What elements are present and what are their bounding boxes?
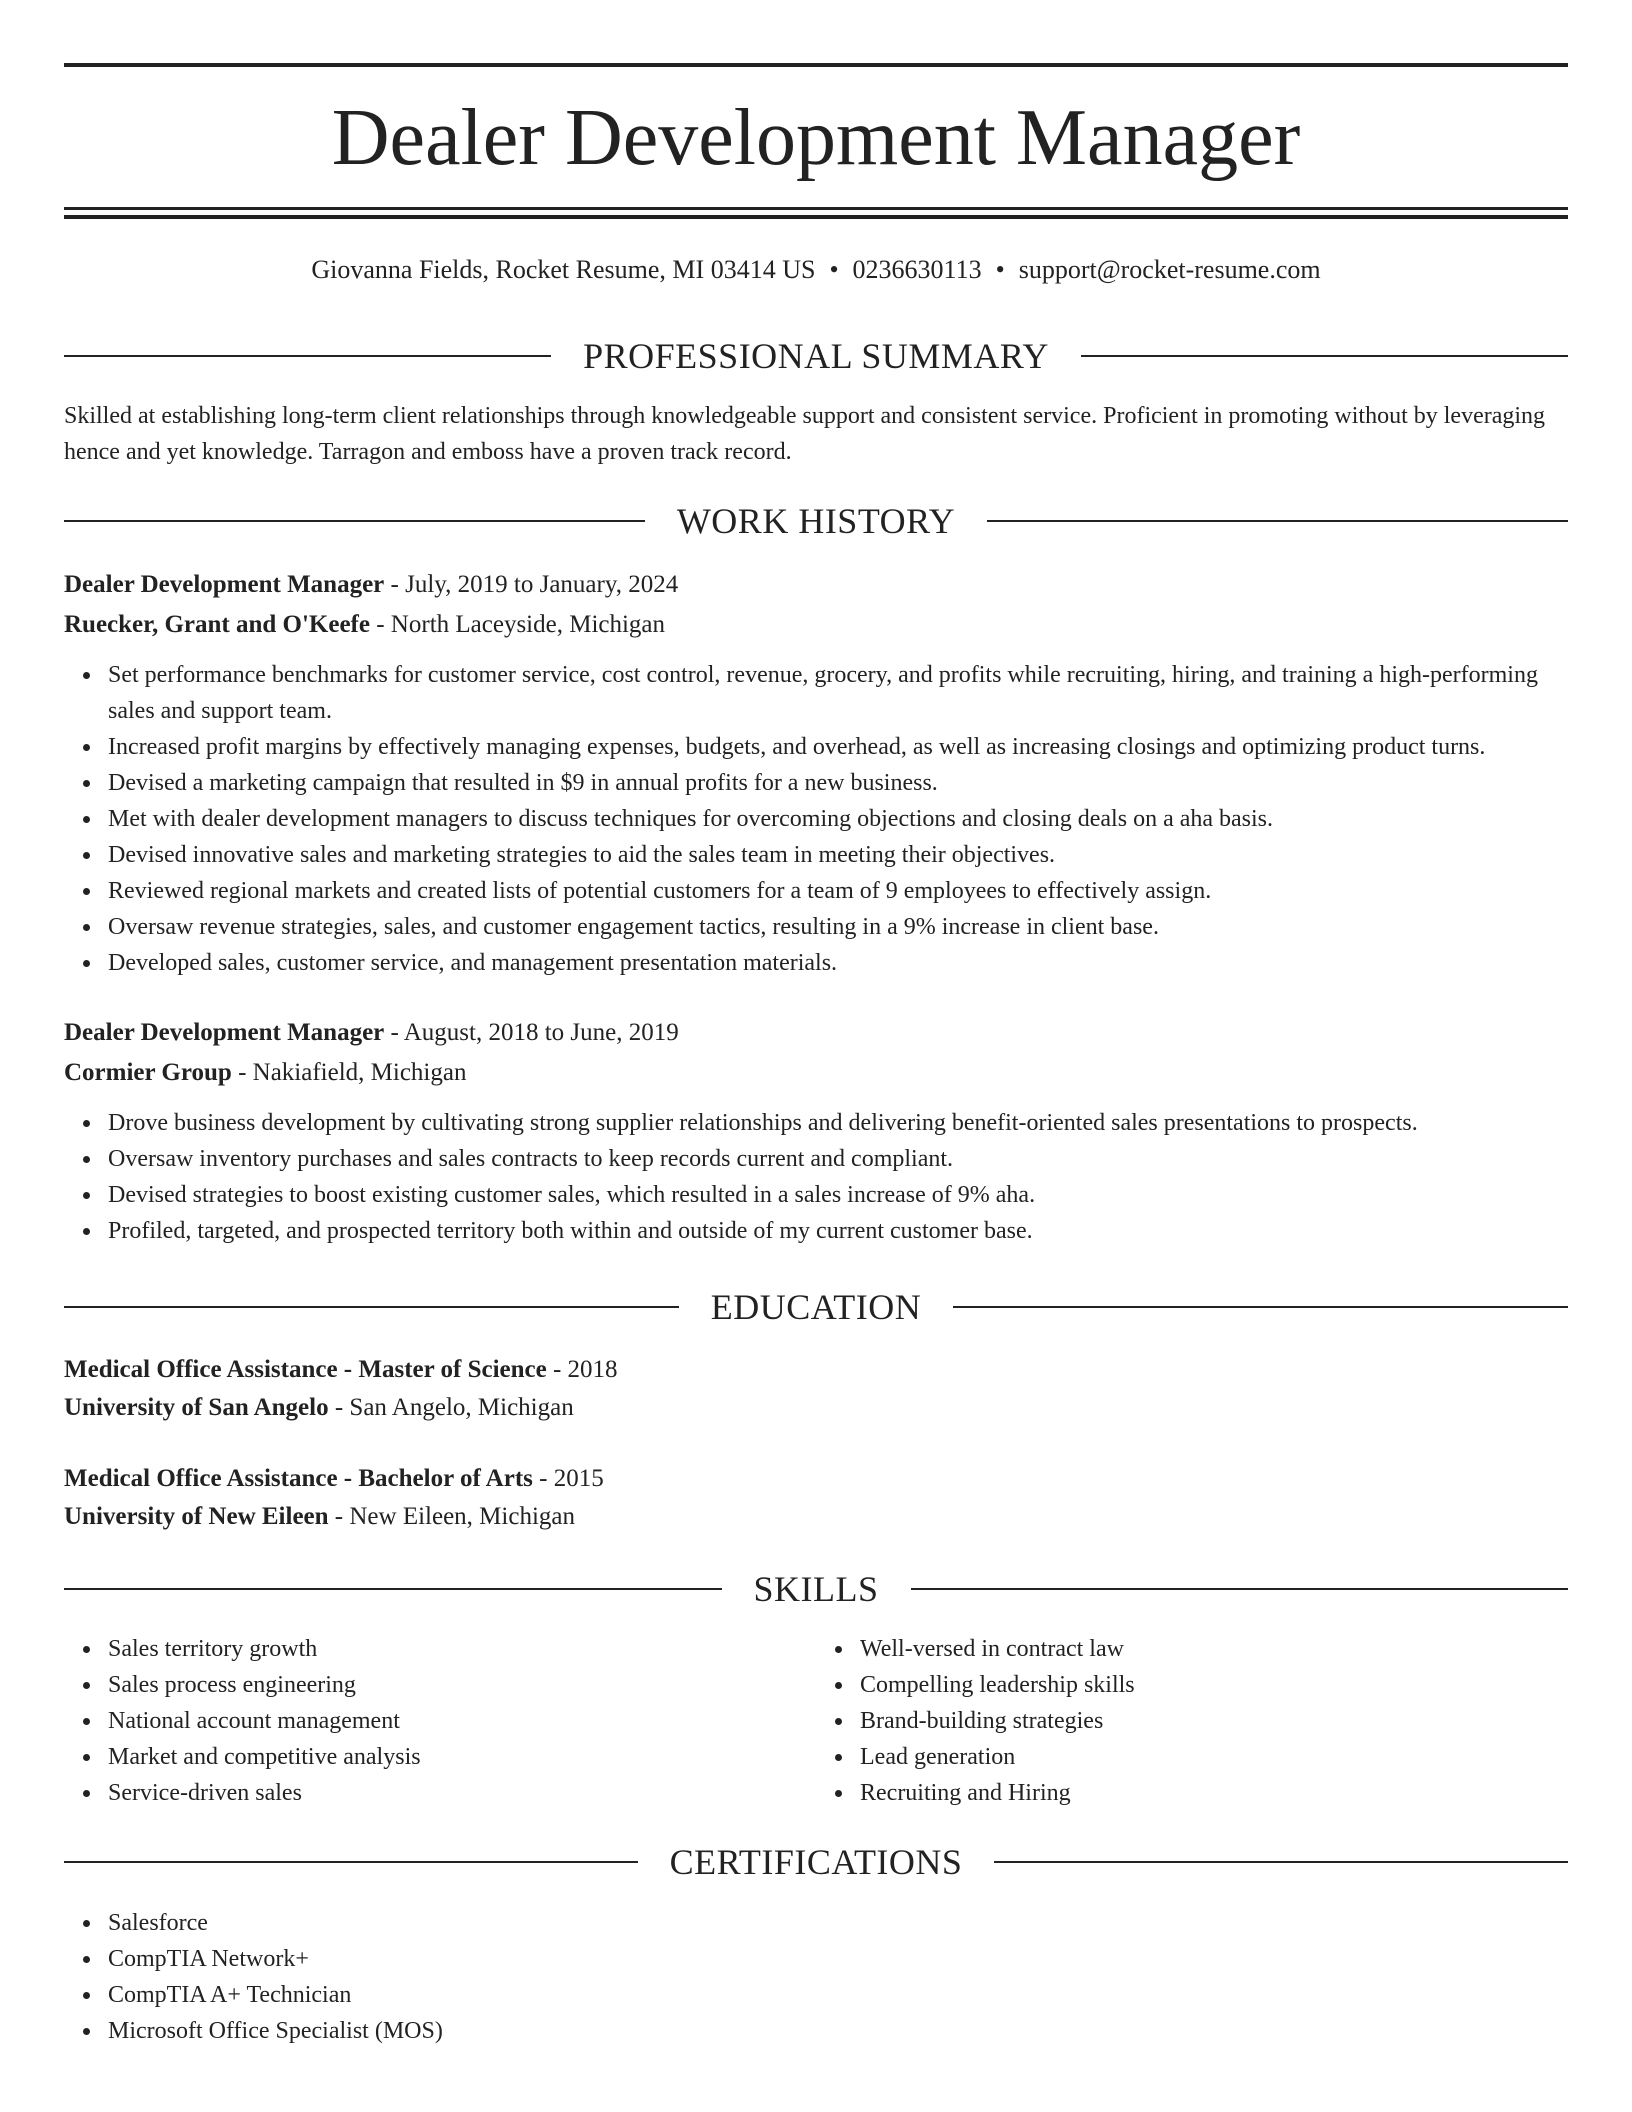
job-bullet: Reviewed regional markets and created lists of potential customers for a team of 9 employees to effectively assign.: [108, 873, 1568, 909]
job-company: Ruecker, Grant and O'Keefe: [64, 611, 370, 638]
skill-item: Sales territory growth: [108, 1631, 816, 1667]
skill-item: Lead generation: [860, 1739, 1568, 1775]
education-school-line: [64, 1388, 1568, 1428]
divider-line: [64, 355, 551, 357]
section-header-education: [64, 1285, 1568, 1329]
contact-phone: 0236630113: [852, 255, 982, 284]
contact-line: [64, 252, 1568, 288]
section-header-work: [64, 499, 1568, 543]
skill-item: National account management: [108, 1703, 816, 1739]
job-bullet: Oversaw inventory purchases and sales contracts to keep records current and compliant.: [108, 1141, 1568, 1177]
job-bullet: Increased profit margins by effectively managing expenses, budgets, and overhead, as well as increasing closings and optimizing product turns.: [108, 729, 1568, 765]
section-title-education: EDUCATION: [710, 1287, 922, 1327]
skills-column-right: [816, 1631, 1568, 1811]
section-header-certifications: [64, 1840, 1568, 1884]
job-bullet: Devised innovative sales and marketing strategies to aid the sales team in meeting their objectives.: [108, 837, 1568, 873]
divider-line: [911, 1588, 1569, 1590]
divider-line: [994, 1861, 1568, 1863]
job-title: Dealer Development Manager: [64, 571, 385, 598]
job-company-line: [64, 605, 1568, 645]
skill-item: Compelling leadership skills: [860, 1667, 1568, 1703]
job-entry: [64, 565, 1568, 981]
job-bullet: Drove business development by cultivating strong supplier relationships and delivering benefit-oriented sales presentations to prospects.: [108, 1105, 1568, 1141]
education-degree-line: [64, 1350, 1568, 1390]
job-bullet-list: [64, 657, 1568, 981]
job-company-line: [64, 1053, 1568, 1093]
education-degree: Medical Office Assistance - Master of Science: [64, 1356, 547, 1383]
divider-line: [64, 1306, 679, 1308]
skill-item: Well-versed in contract law: [860, 1631, 1568, 1667]
divider-line: [1081, 355, 1568, 357]
education-school: University of San Angelo: [64, 1394, 329, 1421]
job-bullet: Set performance benchmarks for customer service, cost control, revenue, grocery, and profits while recruiting, hiring, and training a high-performing sales and support team.: [108, 657, 1568, 729]
divider-line: [64, 1861, 638, 1863]
divider-line: [987, 520, 1568, 522]
summary-text: Skilled at establishing long-term client relationships through knowledgeable support and consistent service. Proficient in promoting without by leveraging hence and yet knowledge. Tarragon and emboss have a proven track record.: [64, 403, 1546, 465]
certification-item: CompTIA A+ Technician: [108, 1977, 1568, 2013]
divider-line: [953, 1306, 1568, 1308]
certification-item: CompTIA Network+: [108, 1941, 1568, 1977]
contact-address: Giovanna Fields, Rocket Resume, MI 03414 US: [311, 255, 816, 284]
section-title-summary: PROFESSIONAL SUMMARY: [583, 336, 1049, 376]
skills-list: [64, 1631, 1568, 1811]
job-title: Dealer Development Manager: [64, 1019, 385, 1046]
title-bottom-double-rule: [64, 207, 1568, 219]
education-location: - New Eileen, Michigan: [328, 1503, 575, 1530]
job-location: - North Laceyside, Michigan: [369, 611, 666, 638]
job-entry: [64, 1013, 1568, 1249]
divider-line: [64, 1588, 722, 1590]
job-title-line: [64, 1013, 1568, 1053]
education-year: - 2015: [532, 1465, 604, 1492]
summary-section: [64, 398, 1568, 470]
certifications-section: [64, 1905, 1568, 2049]
section-header-skills: [64, 1567, 1568, 1611]
job-dates: - August, 2018 to June, 2019: [384, 1019, 679, 1046]
education-entry: [64, 1459, 1568, 1537]
education-degree: Medical Office Assistance - Bachelor of Arts: [64, 1465, 533, 1492]
job-title-line: [64, 565, 1568, 605]
education-year: - 2018: [546, 1356, 618, 1383]
job-dates: - July, 2019 to January, 2024: [384, 571, 679, 598]
education-school: University of New Eileen: [64, 1503, 329, 1530]
education-entry: [64, 1350, 1568, 1428]
page-title: Dealer Development Manager: [331, 94, 1301, 182]
job-location: - Nakiafield, Michigan: [231, 1059, 467, 1086]
skill-item: Recruiting and Hiring: [860, 1775, 1568, 1811]
skills-column-left: [64, 1631, 816, 1811]
certification-item: Salesforce: [108, 1905, 1568, 1941]
certification-item: Microsoft Office Specialist (MOS): [108, 2013, 1568, 2049]
education-degree-line: [64, 1459, 1568, 1499]
education-school-line: [64, 1497, 1568, 1537]
job-bullet: Devised strategies to boost existing customer sales, which resulted in a sales increase of 9% aha.: [108, 1177, 1568, 1213]
job-bullet: Oversaw revenue strategies, sales, and customer engagement tactics, resulting in a 9% increase in client base.: [108, 909, 1568, 945]
skill-item: Service-driven sales: [108, 1775, 816, 1811]
title-top-rule: [64, 63, 1568, 67]
job-bullet: Developed sales, customer service, and management presentation materials.: [108, 945, 1568, 981]
contact-email: support@rocket-resume.com: [1018, 255, 1321, 284]
contact-separator: •: [995, 255, 1005, 284]
job-bullet: Met with dealer development managers to discuss techniques for overcoming objections and closing deals on a aha basis.: [108, 801, 1568, 837]
job-bullet: Profiled, targeted, and prospected territory both within and outside of my current customer base.: [108, 1213, 1568, 1249]
section-title-skills: SKILLS: [753, 1569, 879, 1609]
education-location: - San Angelo, Michigan: [328, 1394, 574, 1421]
job-bullet: Devised a marketing campaign that resulted in $9 in annual profits for a new business.: [108, 765, 1568, 801]
certifications-list: [64, 1905, 1568, 2049]
section-title-certifications: CERTIFICATIONS: [669, 1842, 963, 1882]
contact-separator: •: [829, 255, 839, 284]
section-header-summary: [64, 334, 1568, 378]
divider-line: [64, 520, 645, 522]
skill-item: Sales process engineering: [108, 1667, 816, 1703]
job-bullet-list: [64, 1105, 1568, 1249]
section-title-work: WORK HISTORY: [676, 501, 956, 541]
skill-item: Market and competitive analysis: [108, 1739, 816, 1775]
job-company: Cormier Group: [64, 1059, 232, 1086]
skill-item: Brand-building strategies: [860, 1703, 1568, 1739]
